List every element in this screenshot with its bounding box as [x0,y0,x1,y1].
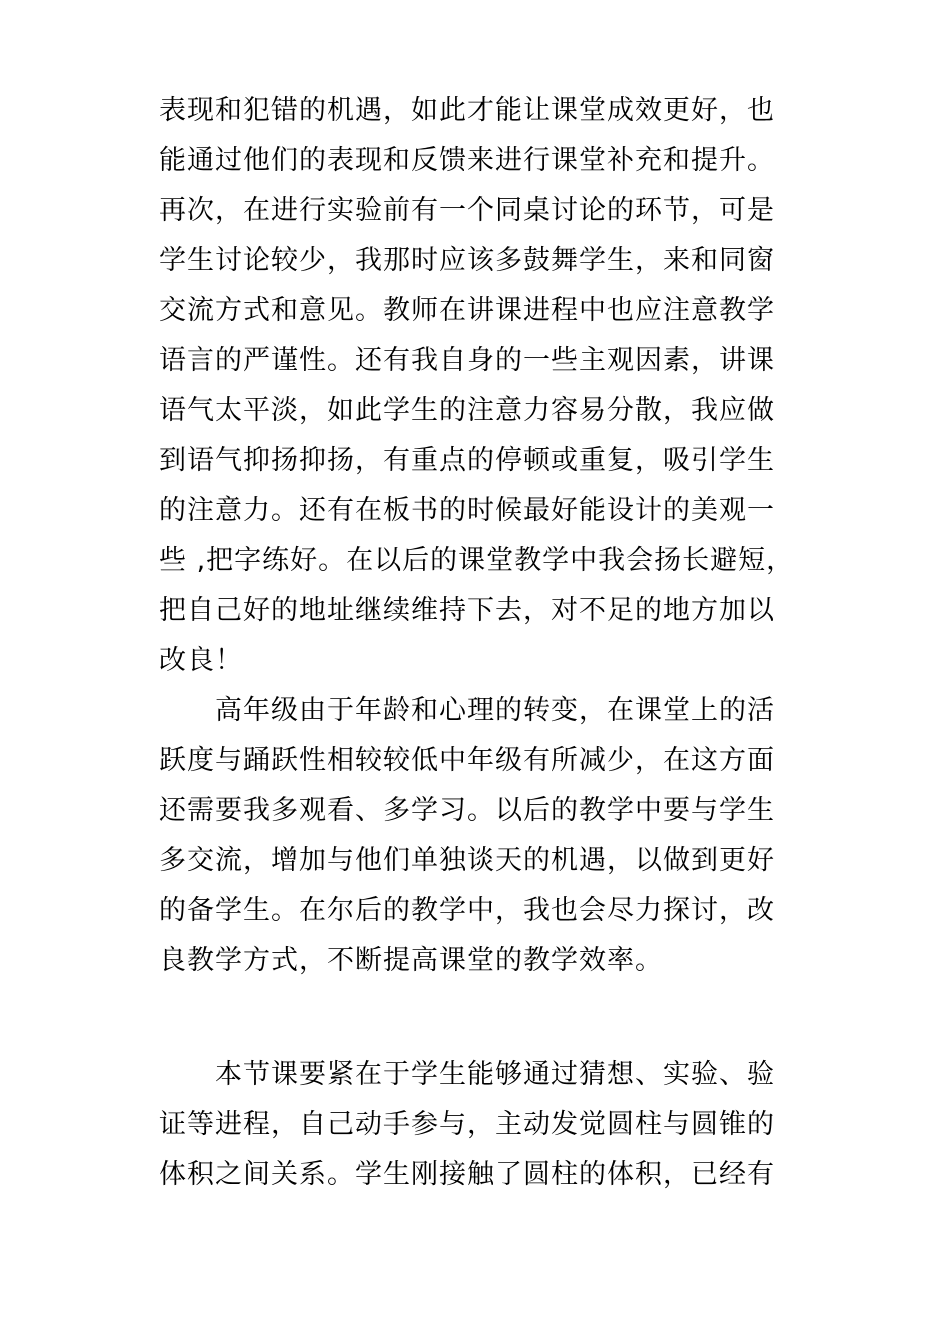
paragraph-2 [159,686,799,986]
text-line: 良教学方式，不断提高课堂的教学效率。 [159,945,663,976]
text-line: 的备学生。在尔后的教学中，我也会尽力探讨，改 [159,895,775,926]
text-line: 证等进程，自己动手参与，主动发觉圆柱与圆锥的 [159,1109,775,1140]
text-line: 语气太平淡，如此学生的注意力容易分散，我应做 [159,395,775,426]
text-line: 学生讨论较少，我那时应该多鼓舞学生，来和同窗 [159,245,775,276]
text-line: 把自己好的地址继续维持下去，对不足的地方加以 [159,595,775,626]
text-line: 再次，在进行实验前有一个同桌讨论的环节，可是 [159,195,775,226]
text-line: 表现和犯错的机遇，如此才能让课堂成效更好，也 [159,95,775,126]
text-line: 还需要我多观看、多学习。以后的教学中要与学生 [159,795,775,826]
paragraph-3 [159,1050,799,1200]
text-line: 高年级由于年龄和心理的转变，在课堂上的活 [159,695,775,726]
text-line: 的注意力。还有在板书的时候最好能设计的美观一 [159,495,775,526]
paragraph-1 [159,86,799,686]
text-line: 体积之间关系。学生刚接触了圆柱的体积，已经有 [159,1159,775,1190]
text-line: 些 ,把字练好。在以后的课堂教学中我会扬长避短， [159,545,795,576]
text-line: 到语气抑扬抑扬，有重点的停顿或重复，吸引学生 [159,445,775,476]
text-line: 改良！ [159,645,243,676]
text-line: 交流方式和意见。教师在讲课进程中也应注意教学 [159,295,775,326]
text-line: 跃度与踊跃性相较较低中年级有所减少，在这方面 [159,745,775,776]
text-line: 语言的严谨性。还有我自身的一些主观因素，讲课 [159,345,775,376]
text-line: 能通过他们的表现和反馈来进行课堂补充和提升。 [159,145,775,176]
text-line: 本节课要紧在于学生能够通过猜想、实验、验 [159,1059,775,1090]
text-line: 多交流，增加与他们单独谈天的机遇，以做到更好 [159,845,775,876]
